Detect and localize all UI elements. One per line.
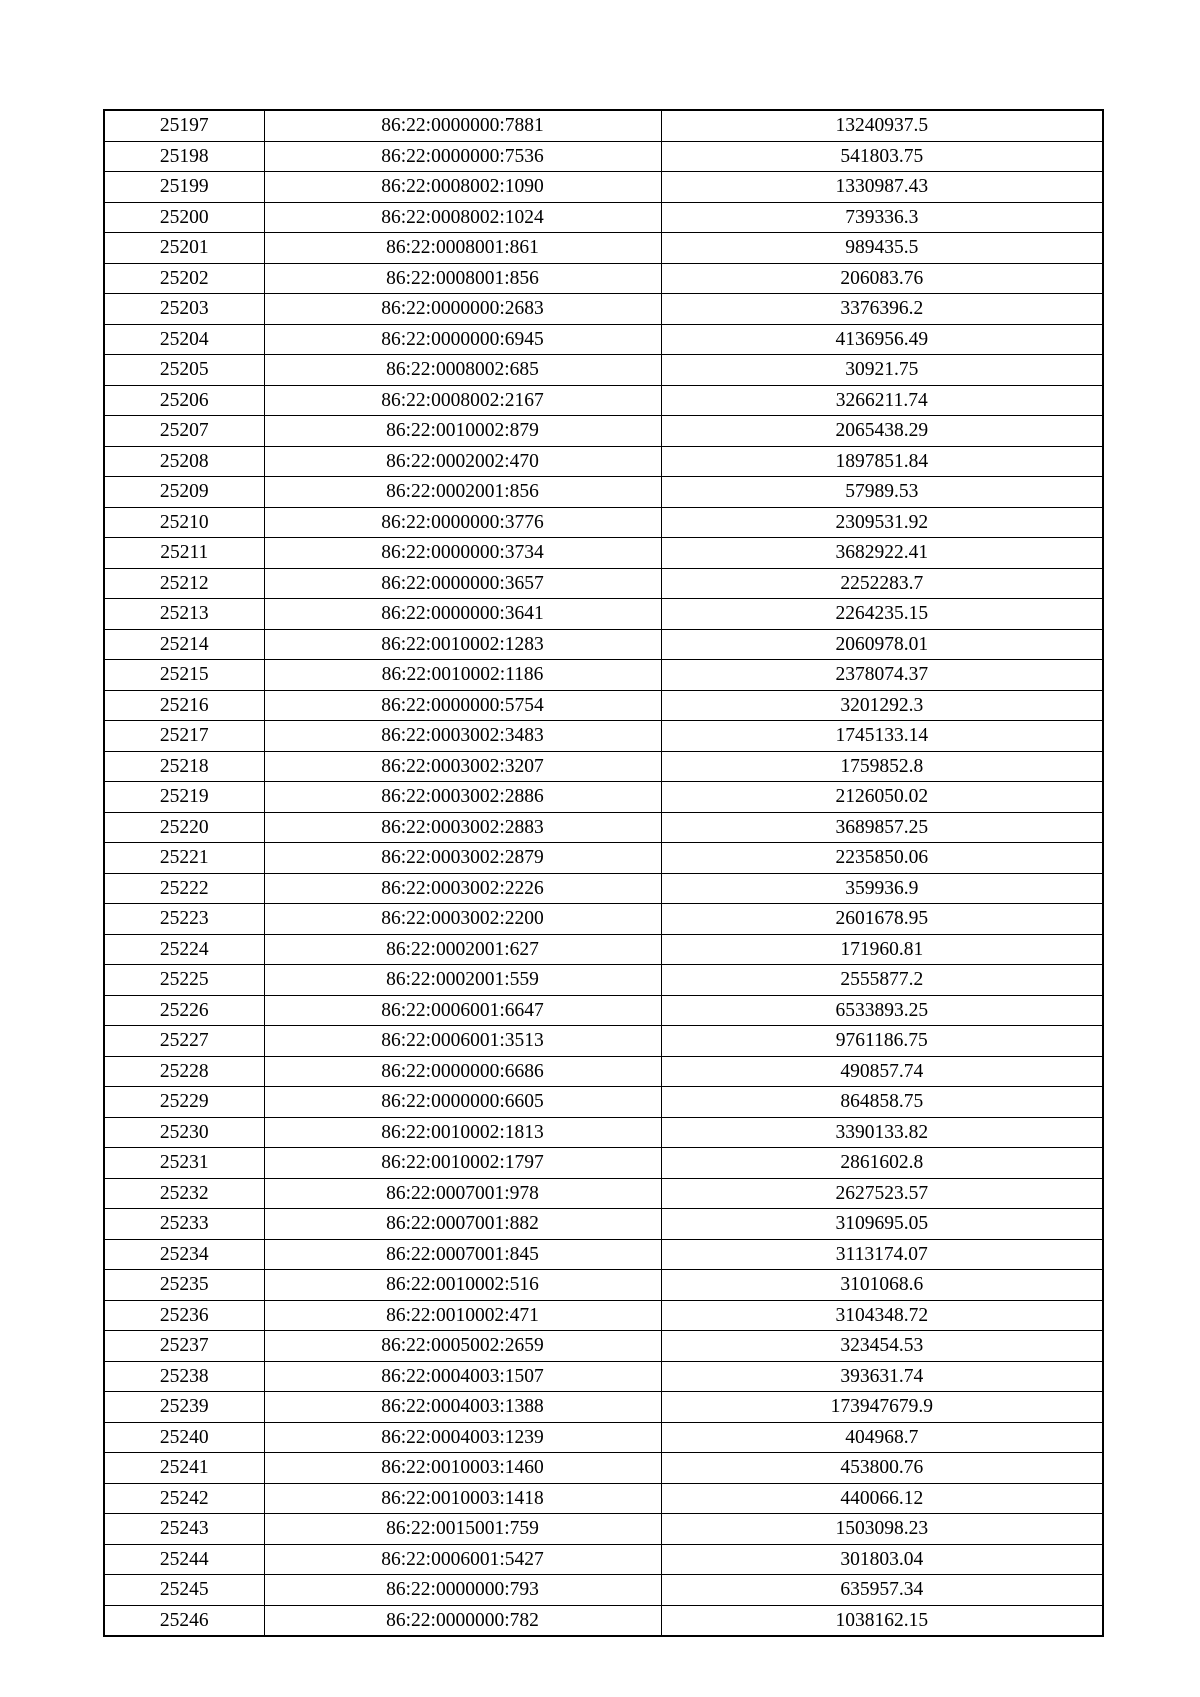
- table-row: [104, 904, 1103, 935]
- value-cell: 2309531.92: [661, 507, 1103, 538]
- value-cell: 989435.5: [661, 233, 1103, 264]
- cadastral-number-cell: 86:22:0003002:2883: [264, 812, 661, 843]
- row-number-cell: 25233: [104, 1209, 264, 1240]
- table-row: [104, 294, 1103, 325]
- row-number-cell: 25198: [104, 141, 264, 172]
- value-cell: 404968.7: [661, 1422, 1103, 1453]
- row-number-cell: 25214: [104, 629, 264, 660]
- value-cell: 1038162.15: [661, 1605, 1103, 1636]
- value-cell: 3682922.41: [661, 538, 1103, 569]
- value-cell: 2252283.7: [661, 568, 1103, 599]
- cadastral-number-cell: 86:22:0000000:6686: [264, 1056, 661, 1087]
- value-cell: 3201292.3: [661, 690, 1103, 721]
- value-cell: 1503098.23: [661, 1514, 1103, 1545]
- row-number-cell: 25217: [104, 721, 264, 752]
- row-number-cell: 25211: [104, 538, 264, 569]
- table-row: [104, 1422, 1103, 1453]
- cadastral-number-cell: 86:22:0000000:782: [264, 1605, 661, 1636]
- table-row: [104, 355, 1103, 386]
- cadastral-number-cell: 86:22:0010002:879: [264, 416, 661, 447]
- value-cell: 3689857.25: [661, 812, 1103, 843]
- cadastral-number-cell: 86:22:0010002:1813: [264, 1117, 661, 1148]
- value-cell: 301803.04: [661, 1544, 1103, 1575]
- value-cell: 173947679.9: [661, 1392, 1103, 1423]
- row-number-cell: 25231: [104, 1148, 264, 1179]
- cadastral-number-cell: 86:22:0007001:845: [264, 1239, 661, 1270]
- row-number-cell: 25219: [104, 782, 264, 813]
- table-row: [104, 1392, 1103, 1423]
- value-cell: 9761186.75: [661, 1026, 1103, 1057]
- cadastral-number-cell: 86:22:0015001:759: [264, 1514, 661, 1545]
- cadastral-number-cell: 86:22:0010002:471: [264, 1300, 661, 1331]
- value-cell: 2065438.29: [661, 416, 1103, 447]
- row-number-cell: 25197: [104, 110, 264, 141]
- cadastral-number-cell: 86:22:0002001:856: [264, 477, 661, 508]
- table-row: [104, 568, 1103, 599]
- table-row: [104, 507, 1103, 538]
- row-number-cell: 25213: [104, 599, 264, 630]
- cadastral-number-cell: 86:22:0005002:2659: [264, 1331, 661, 1362]
- row-number-cell: 25238: [104, 1361, 264, 1392]
- cadastral-number-cell: 86:22:0004003:1388: [264, 1392, 661, 1423]
- row-number-cell: 25229: [104, 1087, 264, 1118]
- row-number-cell: 25199: [104, 172, 264, 203]
- table-row: [104, 843, 1103, 874]
- cadastral-number-cell: 86:22:0000000:3657: [264, 568, 661, 599]
- cadastral-number-cell: 86:22:0003002:3483: [264, 721, 661, 752]
- cadastral-number-cell: 86:22:0002001:559: [264, 965, 661, 996]
- value-cell: 3266211.74: [661, 385, 1103, 416]
- cadastral-number-cell: 86:22:0003002:3207: [264, 751, 661, 782]
- value-cell: 13240937.5: [661, 110, 1103, 141]
- row-number-cell: 25235: [104, 1270, 264, 1301]
- row-number-cell: 25234: [104, 1239, 264, 1270]
- row-number-cell: 25241: [104, 1453, 264, 1484]
- row-number-cell: 25215: [104, 660, 264, 691]
- cadastral-number-cell: 86:22:0003002:2879: [264, 843, 661, 874]
- row-number-cell: 25212: [104, 568, 264, 599]
- cadastral-number-cell: 86:22:0000000:3734: [264, 538, 661, 569]
- row-number-cell: 25224: [104, 934, 264, 965]
- row-number-cell: 25203: [104, 294, 264, 325]
- row-number-cell: 25228: [104, 1056, 264, 1087]
- cadastral-number-cell: 86:22:0006001:6647: [264, 995, 661, 1026]
- table-row: [104, 1026, 1103, 1057]
- row-number-cell: 25200: [104, 202, 264, 233]
- value-cell: 864858.75: [661, 1087, 1103, 1118]
- cadastral-number-cell: 86:22:0006001:3513: [264, 1026, 661, 1057]
- row-number-cell: 25244: [104, 1544, 264, 1575]
- table-row: [104, 1331, 1103, 1362]
- row-number-cell: 25216: [104, 690, 264, 721]
- value-cell: 1897851.84: [661, 446, 1103, 477]
- value-cell: 4136956.49: [661, 324, 1103, 355]
- table-row: [104, 1361, 1103, 1392]
- cadastral-number-cell: 86:22:0000000:7881: [264, 110, 661, 141]
- row-number-cell: 25204: [104, 324, 264, 355]
- value-cell: 635957.34: [661, 1575, 1103, 1606]
- value-cell: 171960.81: [661, 934, 1103, 965]
- table-row: [104, 812, 1103, 843]
- row-number-cell: 25226: [104, 995, 264, 1026]
- table-row: [104, 538, 1103, 569]
- table-row: [104, 1514, 1103, 1545]
- table-row: [104, 934, 1103, 965]
- row-number-cell: 25202: [104, 263, 264, 294]
- table-row: [104, 233, 1103, 264]
- table-row: [104, 416, 1103, 447]
- table-row: [104, 1148, 1103, 1179]
- value-cell: 2601678.95: [661, 904, 1103, 935]
- table-row: [104, 751, 1103, 782]
- row-number-cell: 25243: [104, 1514, 264, 1545]
- row-number-cell: 25227: [104, 1026, 264, 1057]
- value-cell: 541803.75: [661, 141, 1103, 172]
- value-cell: 3104348.72: [661, 1300, 1103, 1331]
- table-row: [104, 1239, 1103, 1270]
- cadastral-number-cell: 86:22:0000000:2683: [264, 294, 661, 325]
- value-cell: 57989.53: [661, 477, 1103, 508]
- table-row: [104, 1056, 1103, 1087]
- value-cell: 323454.53: [661, 1331, 1103, 1362]
- value-cell: 2627523.57: [661, 1178, 1103, 1209]
- cadastral-number-cell: 86:22:0003002:2226: [264, 873, 661, 904]
- table-row: [104, 995, 1103, 1026]
- row-number-cell: 25245: [104, 1575, 264, 1606]
- cadastral-number-cell: 86:22:0007001:978: [264, 1178, 661, 1209]
- value-cell: 440066.12: [661, 1483, 1103, 1514]
- table-row: [104, 629, 1103, 660]
- row-number-cell: 25201: [104, 233, 264, 264]
- table-row: [104, 660, 1103, 691]
- table-row: [104, 690, 1103, 721]
- cadastral-number-cell: 86:22:0000000:6605: [264, 1087, 661, 1118]
- table-row: [104, 721, 1103, 752]
- cadastral-number-cell: 86:22:0010002:1797: [264, 1148, 661, 1179]
- row-number-cell: 25246: [104, 1605, 264, 1636]
- table-row: [104, 1270, 1103, 1301]
- row-number-cell: 25208: [104, 446, 264, 477]
- row-number-cell: 25225: [104, 965, 264, 996]
- cadastral-number-cell: 86:22:0000000:3641: [264, 599, 661, 630]
- row-number-cell: 25207: [104, 416, 264, 447]
- row-number-cell: 25221: [104, 843, 264, 874]
- table-body: [104, 110, 1103, 1636]
- table-row: [104, 202, 1103, 233]
- value-cell: 739336.3: [661, 202, 1103, 233]
- cadastral-number-cell: 86:22:0004003:1507: [264, 1361, 661, 1392]
- row-number-cell: 25230: [104, 1117, 264, 1148]
- table-row: [104, 1575, 1103, 1606]
- value-cell: 1330987.43: [661, 172, 1103, 203]
- table-row: [104, 1117, 1103, 1148]
- cadastral-number-cell: 86:22:0002001:627: [264, 934, 661, 965]
- cadastral-number-cell: 86:22:0008002:1024: [264, 202, 661, 233]
- cadastral-number-cell: 86:22:0007001:882: [264, 1209, 661, 1240]
- value-cell: 2378074.37: [661, 660, 1103, 691]
- table-row: [104, 110, 1103, 141]
- value-cell: 453800.76: [661, 1453, 1103, 1484]
- cadastral-number-cell: 86:22:0003002:2886: [264, 782, 661, 813]
- value-cell: 2235850.06: [661, 843, 1103, 874]
- table-row: [104, 477, 1103, 508]
- row-number-cell: 25223: [104, 904, 264, 935]
- row-number-cell: 25218: [104, 751, 264, 782]
- cadastral-number-cell: 86:22:0003002:2200: [264, 904, 661, 935]
- table-row: [104, 1483, 1103, 1514]
- row-number-cell: 25237: [104, 1331, 264, 1362]
- cadastral-number-cell: 86:22:0008001:861: [264, 233, 661, 264]
- cadastral-number-cell: 86:22:0010002:1283: [264, 629, 661, 660]
- value-cell: 3390133.82: [661, 1117, 1103, 1148]
- value-cell: 3109695.05: [661, 1209, 1103, 1240]
- row-number-cell: 25206: [104, 385, 264, 416]
- value-cell: 3376396.2: [661, 294, 1103, 325]
- table-row: [104, 1209, 1103, 1240]
- table-row: [104, 1178, 1103, 1209]
- cadastral-number-cell: 86:22:0008002:2167: [264, 385, 661, 416]
- cadastral-number-cell: 86:22:0004003:1239: [264, 1422, 661, 1453]
- row-number-cell: 25222: [104, 873, 264, 904]
- value-cell: 3113174.07: [661, 1239, 1103, 1270]
- table-row: [104, 446, 1103, 477]
- cadastral-number-cell: 86:22:0000000:7536: [264, 141, 661, 172]
- table-row: [104, 1605, 1103, 1636]
- row-number-cell: 25240: [104, 1422, 264, 1453]
- value-cell: 1759852.8: [661, 751, 1103, 782]
- table-row: [104, 172, 1103, 203]
- value-cell: 6533893.25: [661, 995, 1103, 1026]
- cadastral-number-cell: 86:22:0002002:470: [264, 446, 661, 477]
- value-cell: 2264235.15: [661, 599, 1103, 630]
- value-cell: 2555877.2: [661, 965, 1103, 996]
- cadastral-number-cell: 86:22:0008002:1090: [264, 172, 661, 203]
- value-cell: 1745133.14: [661, 721, 1103, 752]
- value-cell: 206083.76: [661, 263, 1103, 294]
- row-number-cell: 25239: [104, 1392, 264, 1423]
- row-number-cell: 25209: [104, 477, 264, 508]
- value-cell: 30921.75: [661, 355, 1103, 386]
- value-cell: 3101068.6: [661, 1270, 1103, 1301]
- table-row: [104, 1087, 1103, 1118]
- table-row: [104, 385, 1103, 416]
- cadastral-number-cell: 86:22:0008002:685: [264, 355, 661, 386]
- table-row: [104, 263, 1103, 294]
- cadastral-number-cell: 86:22:0000000:6945: [264, 324, 661, 355]
- value-cell: 2060978.01: [661, 629, 1103, 660]
- cadastral-number-cell: 86:22:0008001:856: [264, 263, 661, 294]
- cadastral-number-cell: 86:22:0000000:793: [264, 1575, 661, 1606]
- cadastral-number-cell: 86:22:0010002:516: [264, 1270, 661, 1301]
- row-number-cell: 25220: [104, 812, 264, 843]
- row-number-cell: 25236: [104, 1300, 264, 1331]
- cadastral-number-cell: 86:22:0000000:5754: [264, 690, 661, 721]
- value-cell: 393631.74: [661, 1361, 1103, 1392]
- table-row: [104, 141, 1103, 172]
- table-row: [104, 599, 1103, 630]
- table-row: [104, 965, 1103, 996]
- row-number-cell: 25242: [104, 1483, 264, 1514]
- cadastral-number-cell: 86:22:0010003:1418: [264, 1483, 661, 1514]
- row-number-cell: 25232: [104, 1178, 264, 1209]
- value-cell: 490857.74: [661, 1056, 1103, 1087]
- value-cell: 2126050.02: [661, 782, 1103, 813]
- cadastral-number-cell: 86:22:0006001:5427: [264, 1544, 661, 1575]
- table-row: [104, 782, 1103, 813]
- table-row: [104, 324, 1103, 355]
- cadastral-value-table: [103, 109, 1104, 1637]
- table-row: [104, 1453, 1103, 1484]
- table-row: [104, 1300, 1103, 1331]
- table-row: [104, 873, 1103, 904]
- cadastral-number-cell: 86:22:0000000:3776: [264, 507, 661, 538]
- cadastral-number-cell: 86:22:0010002:1186: [264, 660, 661, 691]
- value-cell: 359936.9: [661, 873, 1103, 904]
- row-number-cell: 25210: [104, 507, 264, 538]
- row-number-cell: 25205: [104, 355, 264, 386]
- cadastral-number-cell: 86:22:0010003:1460: [264, 1453, 661, 1484]
- table-row: [104, 1544, 1103, 1575]
- value-cell: 2861602.8: [661, 1148, 1103, 1179]
